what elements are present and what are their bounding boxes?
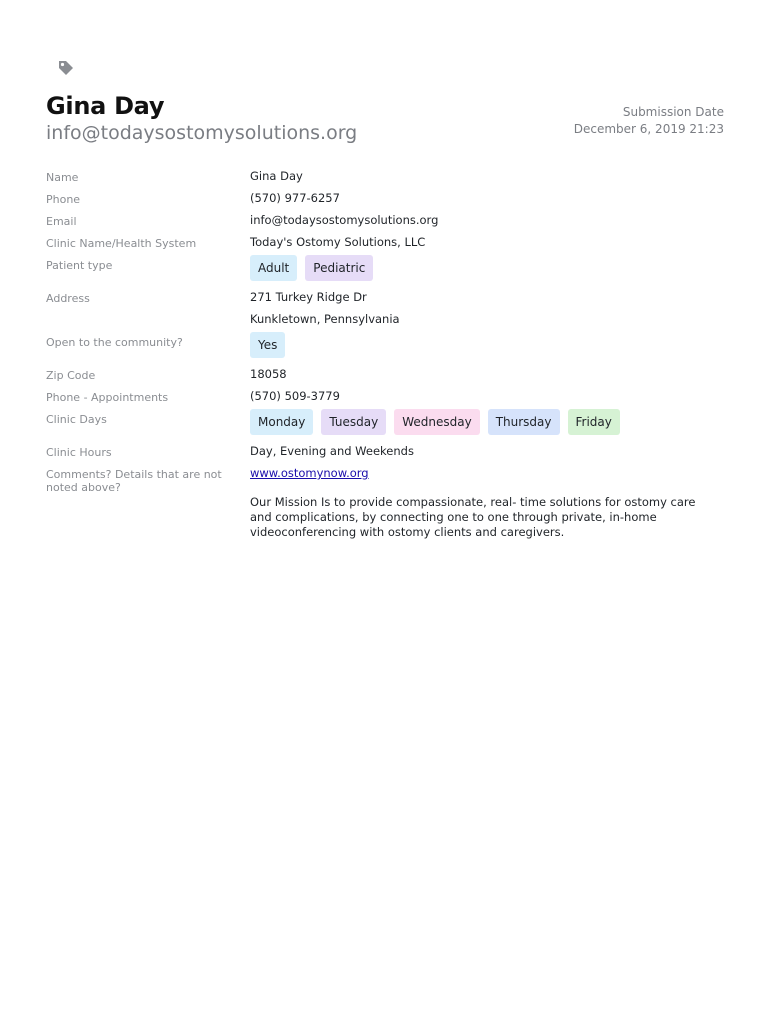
field-label: Clinic Hours	[46, 446, 112, 459]
field-value: (570) 509-3779	[250, 389, 340, 403]
chip-thursday: Thursday	[488, 409, 560, 435]
address-line-2: Kunkletown, Pennsylvania	[250, 312, 400, 326]
field-label: Name	[46, 171, 79, 184]
submitter-email: info@todaysostomysolutions.org	[46, 122, 358, 144]
submission-date-label: Submission Date	[622, 105, 724, 119]
field-label: Comments? Details that are not noted above?	[46, 468, 222, 494]
field-phone-appointments	[46, 389, 726, 411]
field-label: Clinic Name/Health System	[46, 237, 197, 250]
field-value: Day, Evening and Weekends	[250, 444, 414, 458]
field-clinic-days	[46, 411, 726, 444]
mission-statement: Our Mission Is to provide compassionate, real- time solutions for ostomy care and complications, by connecting one to one through private, in-home videoconferencing with ostomy clients and caregivers.	[250, 495, 696, 539]
field-label: Phone - Appointments	[46, 391, 169, 404]
field-label: Patient type	[46, 259, 113, 272]
field-zip-code	[46, 367, 726, 389]
field-value: info@todaysostomysolutions.org	[250, 213, 439, 227]
chip-monday: Monday	[250, 409, 313, 435]
field-comments	[46, 466, 726, 540]
chip-adult: Adult	[250, 255, 297, 281]
address-line-1: 271 Turkey Ridge Dr	[250, 290, 367, 304]
field-label: Open to the community?	[46, 336, 183, 349]
field-phone	[46, 191, 726, 213]
field-clinic-hours	[46, 444, 726, 466]
submitter-name: Gina Day	[46, 92, 165, 120]
chip-friday: Friday	[568, 409, 620, 435]
tag-icon	[57, 59, 75, 77]
field-label: Address	[46, 292, 90, 305]
field-label: Zip Code	[46, 369, 96, 382]
field-value: Today's Ostomy Solutions, LLC	[250, 235, 426, 249]
chip-wednesday: Wednesday	[394, 409, 479, 435]
chip-tuesday: Tuesday	[321, 409, 386, 435]
submission-date-value: December 6, 2019 21:23	[573, 122, 724, 136]
field-value: 18058	[250, 367, 287, 381]
submission-fields	[46, 169, 726, 540]
field-value: (570) 977-6257	[250, 191, 340, 205]
community-chips	[250, 332, 726, 358]
field-address	[46, 290, 726, 334]
chip-yes: Yes	[250, 332, 285, 358]
field-label: Email	[46, 215, 77, 228]
clinic-days-chips	[250, 409, 726, 435]
submission-date-block	[574, 104, 724, 138]
field-label: Clinic Days	[46, 413, 107, 426]
chip-pediatric: Pediatric	[305, 255, 373, 281]
website-link[interactable]: www.ostomynow.org	[250, 466, 369, 480]
field-patient-type	[46, 257, 726, 290]
field-open-to-community	[46, 334, 726, 367]
field-value: Gina Day	[250, 169, 303, 183]
field-email	[46, 213, 726, 235]
field-name	[46, 169, 726, 191]
field-label: Phone	[46, 193, 81, 206]
field-clinic-name	[46, 235, 726, 257]
patient-type-chips	[250, 255, 726, 281]
